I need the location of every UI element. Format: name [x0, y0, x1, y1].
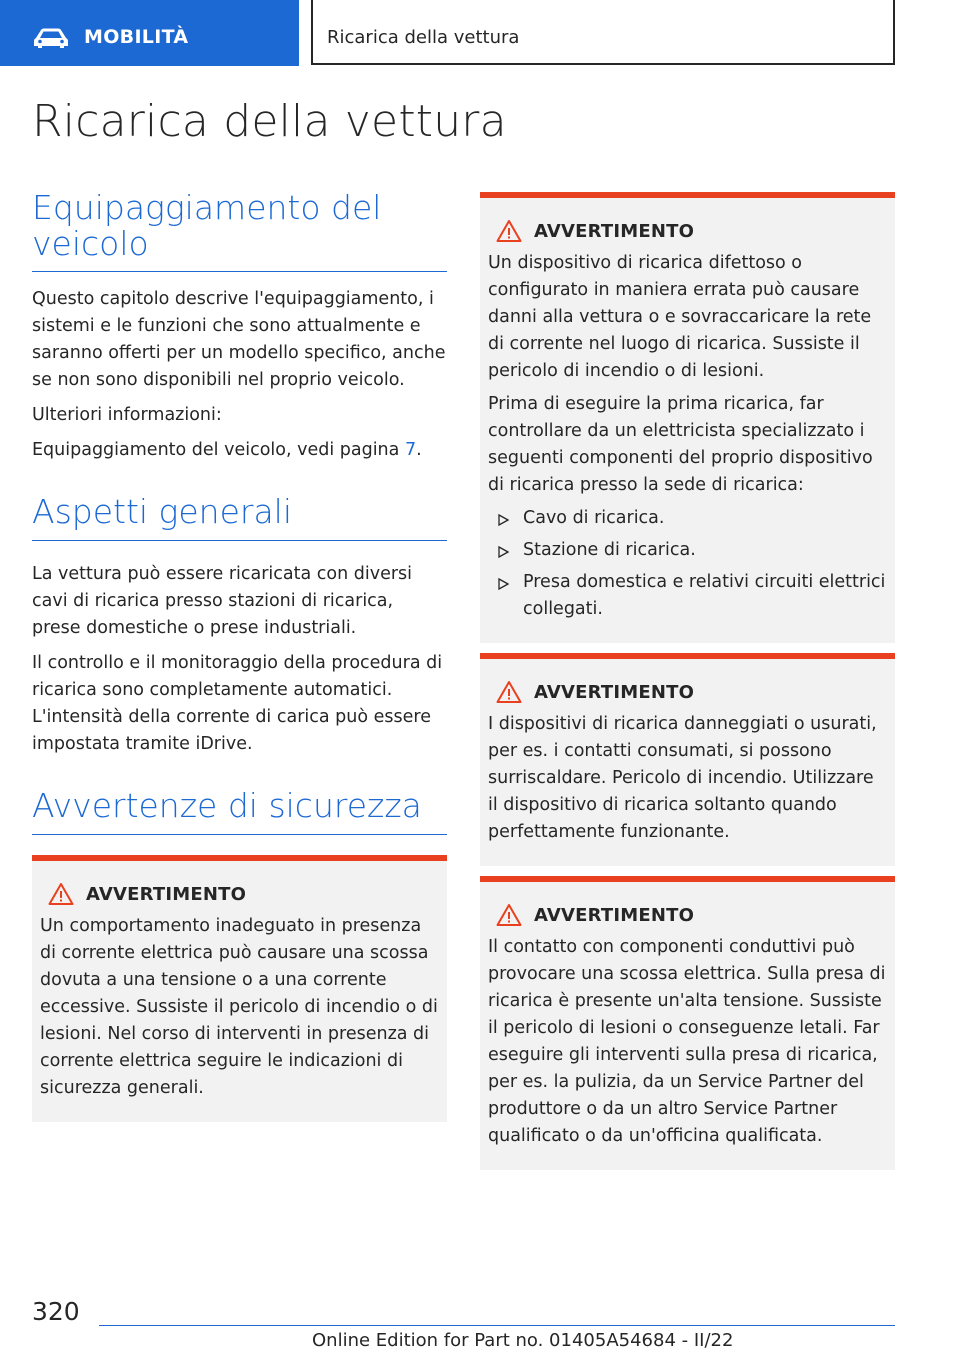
page-number: 320	[32, 1297, 80, 1326]
equipment-paragraph: Questo capitolo descrive l'equipaggiamento, i sistemi e le funzioni che sono attualmente e saranno offerti per un modello specifico, anche se non sono disponibili nel proprio veicolo.	[32, 289, 446, 390]
warning-text: Il contatto con componenti conduttivi può provocare una scossa elettrica. Sulla presa di ricarica è presente un'alta tensione. Sussiste il pericolo di lesioni o conseguenze letali. Far eseguire gli interventi sulla presa di ricarica, per es. la pulizia, da un Service Partner del produttore o da un altro Service Partner qualificato o da un'officina qualificata.	[488, 937, 886, 1146]
bullet-triangle-icon	[498, 578, 509, 590]
more-info-label: Ulteriori informazioni:	[32, 405, 222, 425]
warning-triangle-icon	[48, 882, 74, 906]
component-list	[488, 505, 887, 623]
list-item	[488, 537, 887, 564]
list-item-text: Presa domestica e relativi circuiti elettrici collegati.	[523, 572, 886, 619]
equipment-reference	[32, 437, 447, 464]
warning-box	[32, 855, 447, 1122]
warning-title: AVVERTIMENTO	[534, 904, 695, 926]
warning-text: I dispositivi di ricarica danneggiati o usurati, per es. i contatti consumati, si possono surriscaldare. Pericolo di incendio. Utilizzare il dispositivo di ricarica soltanto quando perfettamente funzionante.	[488, 714, 877, 842]
section-heading-safety: Avvertenze di sicurezza	[32, 788, 447, 835]
bullet-triangle-icon	[498, 546, 509, 558]
warning-header	[488, 902, 887, 928]
warning-title: AVVERTIMENTO	[534, 220, 695, 242]
warning-text: Prima di eseguire la prima ricarica, far controllare da un elettricista specializzato i seguenti componenti del proprio dispositivo di ricarica presso la sede di ricarica:	[488, 394, 873, 495]
header-chapter-title: Ricarica della vettura	[327, 27, 520, 48]
section-heading-general: Aspetti generali	[32, 494, 447, 541]
general-paragraph-2: Il controllo e il monitoraggio della procedura di ricarica sono completamente automatici. L'intensità della corrente di carica può essere impostata tramite iDrive.	[32, 653, 443, 754]
warning-triangle-icon	[496, 680, 522, 704]
warning-box	[480, 876, 895, 1170]
reference-text: Equipaggiamento del veicolo, vedi pagina	[32, 440, 405, 460]
bullet-triangle-icon	[498, 514, 509, 526]
header-section-tab	[0, 0, 299, 66]
warning-text: Un comportamento inadeguato in presenza di corrente elettrica può causare una scossa dovuta a una tensione o a una corrente eccessive. Sussiste il pericolo di incendio o di lesioni. Nel corso di interventi in presenza di corrente elettrica seguire le indicazioni di sicurezza generali.	[40, 916, 438, 1098]
section-heading-equipment: Equipaggiamento del veicolo	[32, 190, 447, 272]
left-column	[32, 190, 447, 1122]
header-chapter-box	[311, 0, 895, 65]
warning-header	[488, 218, 887, 244]
page-title: Ricarica della vettura	[32, 96, 507, 147]
warning-title: AVVERTIMENTO	[534, 681, 695, 703]
right-column	[480, 192, 895, 1170]
footer-edition: Online Edition for Part no. 01405A54684 - II/22	[312, 1330, 734, 1351]
page-link[interactable]: 7	[404, 440, 417, 460]
warning-box	[480, 653, 895, 866]
list-item-text: Stazione di ricarica.	[523, 540, 696, 560]
list-item	[488, 569, 887, 623]
general-paragraph-1: La vettura può essere ricaricata con diversi cavi di ricarica presso stazioni di ricarica, prese domestiche o prese industriali.	[32, 564, 413, 638]
warning-box	[480, 192, 895, 643]
footer-divider	[99, 1325, 895, 1326]
warning-triangle-icon	[496, 903, 522, 927]
header-section-label: MOBILITÀ	[84, 26, 189, 48]
warning-header	[488, 679, 887, 705]
reference-end: .	[416, 440, 422, 460]
list-item	[488, 505, 887, 532]
warning-header	[40, 881, 439, 907]
car-icon	[32, 27, 70, 49]
list-item-text: Cavo di ricarica.	[523, 508, 665, 528]
warning-text: Un dispositivo di ricarica difettoso o configurato in maniera errata può causare danni alla vettura o e sovraccaricare la rete di corrente nel luogo di ricarica. Sussiste il pericolo di incendio o di lesioni.	[488, 253, 872, 381]
warning-triangle-icon	[496, 219, 522, 243]
warning-title: AVVERTIMENTO	[86, 883, 247, 905]
